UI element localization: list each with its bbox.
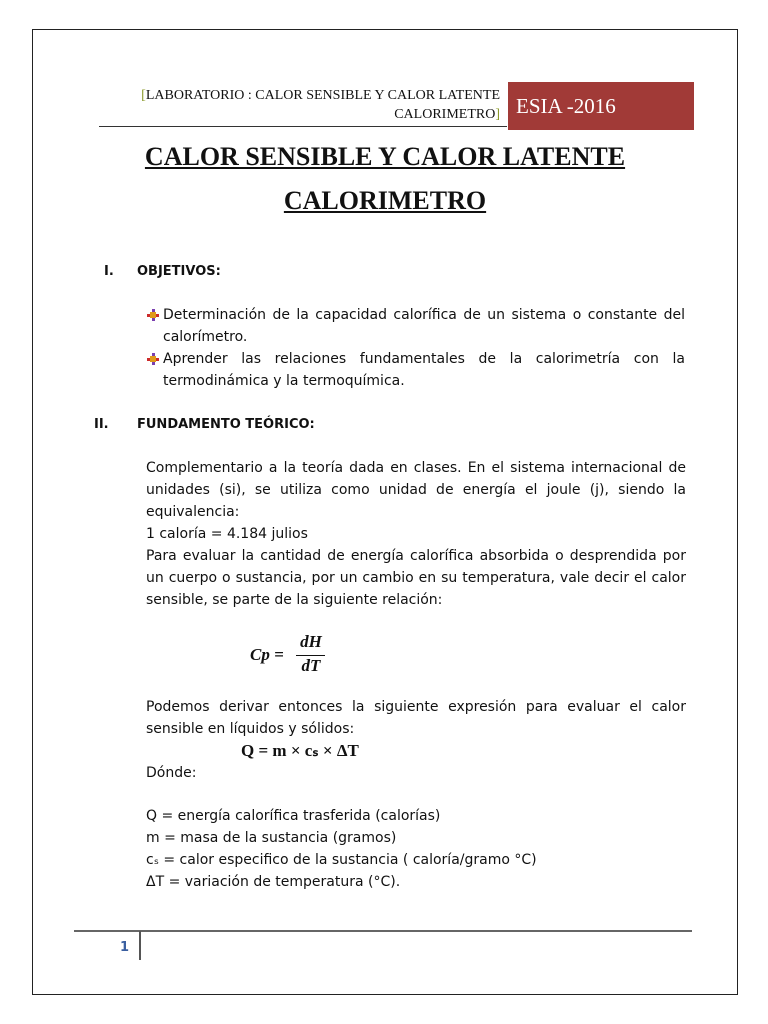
label-donde: Dónde: — [146, 765, 197, 781]
header-badge-text: ESIA -2016 — [516, 93, 616, 118]
paragraph-derivation: Podemos derivar entonces la siguiente expresión para evaluar el calor sensible en líquidos y sólidos: — [146, 699, 686, 737]
header-badge — [508, 82, 694, 130]
section2-title: FUNDAMENTO TEÓRICO: — [137, 417, 315, 432]
bracket-open: [ — [141, 88, 146, 103]
bullet-icon — [147, 309, 159, 321]
paragraph-sensible-heat: Para evaluar la cantidad de energía calorífica absorbida o desprendida por un cuerpo o sustancia, por un cambio en su temperatura, vale decir el calor sensible, se parte de la siguiente relación: — [146, 548, 686, 608]
running-header-line2 — [100, 105, 500, 124]
formula-q: Q = m × cₛ × ΔT — [241, 741, 359, 760]
document-title-line1: CALOR SENSIBLE Y CALOR LATENTE — [144, 142, 626, 171]
page-number: 1 — [120, 940, 130, 955]
objective-item-1: Determinación de la capacidad calorífica de un sistema o constante del calorímetro. — [163, 307, 685, 345]
paragraph-equivalence: 1 caloría = 4.184 julios — [146, 526, 308, 542]
definition-m: m = masa de la sustancia (gramos) — [146, 830, 397, 846]
bracket-close: ] — [495, 107, 500, 122]
header-line2-text: CALORIMETRO — [394, 107, 496, 122]
running-header — [100, 86, 500, 124]
bullet-icon — [147, 353, 159, 365]
running-header-line1 — [100, 86, 500, 105]
definition-q: Q = energía calorífica trasferida (calorías) — [146, 808, 441, 824]
section1-number: I. — [104, 264, 114, 279]
formula-cp-lhs: Cp = — [250, 645, 284, 664]
formula-cp-numerator: dH — [300, 632, 322, 651]
footer-rule — [74, 930, 692, 932]
paragraph-intro: Complementario a la teoría dada en clases. En el sistema internacional de unidades (si), se utiliza como unidad de energía el joule (j), siendo la equivalencia: — [146, 460, 686, 520]
definition-cs: cₛ = calor especifico de la sustancia ( caloría/gramo °C) — [146, 852, 537, 868]
formula-cp-denominator: dT — [301, 656, 321, 675]
section1-title: OBJETIVOS: — [137, 264, 221, 279]
footer-separator — [139, 931, 141, 960]
definition-delta-t: ΔT = variación de temperatura (°C). — [146, 874, 401, 890]
header-rule — [99, 126, 507, 127]
objective-item-2: Aprender las relaciones fundamentales de la calorimetría con la termodinámica y la termoquímica. — [163, 351, 685, 389]
document-title-line2: CALORIMETRO — [283, 186, 487, 215]
section2-number: II. — [94, 417, 109, 432]
header-line1-text: LABORATORIO : CALOR SENSIBLE Y CALOR LATENTE — [145, 88, 500, 103]
